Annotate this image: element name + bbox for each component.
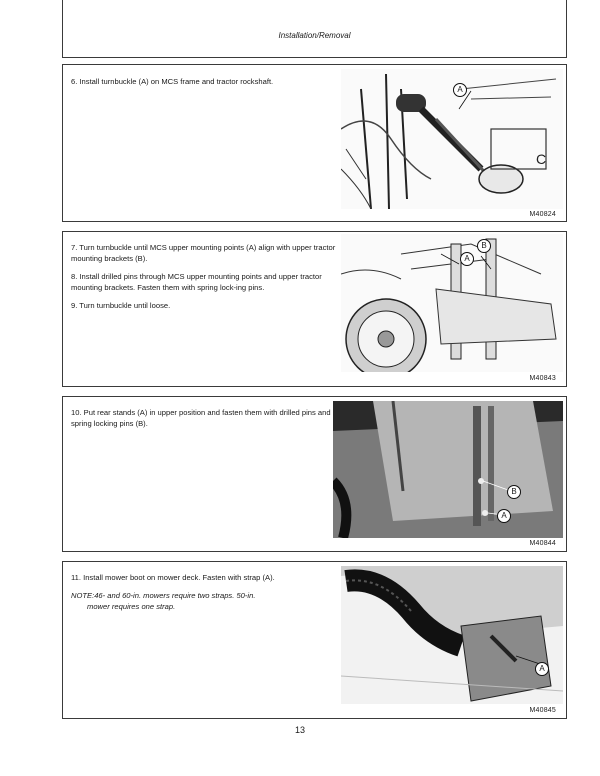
page-number: 13	[294, 725, 305, 735]
note-line-1: NOTE:46- and 60-in. mowers require two straps. 50-in.	[71, 591, 256, 600]
step-section-7-9	[62, 231, 567, 387]
callout-b: B	[507, 485, 521, 499]
note	[71, 590, 343, 612]
figure-id: M40845	[529, 707, 556, 714]
step-10: 10. Put rear stands (A) in upper position and fasten them with drilled pins and spring locking pins (B).	[71, 408, 331, 428]
callout-a: A	[453, 83, 467, 97]
note-line-2: mower requires one strap.	[87, 602, 176, 611]
step-text	[71, 242, 339, 318]
callout-b: B	[477, 239, 491, 253]
step-text	[71, 76, 341, 94]
step-11: 11. Install mower boot on mower deck. Fasten with strap (A).	[71, 573, 275, 582]
step-7: 7. Turn turnbuckle until MCS upper mounting points (A) align with upper tractor mounting brackets (B).	[71, 243, 336, 263]
figure-turnbuckle	[341, 69, 563, 209]
figure-id: M40824	[529, 211, 556, 218]
callout-a: A	[535, 662, 549, 676]
figure-rear-stands	[333, 401, 563, 538]
step-8: 8. Install drilled pins through MCS upper mounting points and upper tractor mounting brackets. Fasten them with spring lock-ing pins.	[71, 272, 322, 292]
figure-mounting-points	[341, 234, 563, 372]
page-header	[62, 0, 567, 58]
callout-a: A	[497, 509, 511, 523]
step-text	[71, 572, 343, 612]
svg-text:C: C	[536, 151, 547, 167]
step-9: 9. Turn turnbuckle until loose.	[71, 301, 171, 310]
callout-a: A	[460, 252, 474, 266]
header-title: Installation/Removal	[278, 31, 351, 40]
step-section-10	[62, 396, 567, 552]
figure-id: M40844	[529, 540, 556, 547]
step-6: 6. Install turnbuckle (A) on MCS frame and tractor rockshaft.	[71, 77, 274, 86]
step-section-6	[62, 64, 567, 222]
figure-mower-boot	[341, 566, 563, 704]
step-text	[71, 407, 339, 436]
step-section-11	[62, 561, 567, 719]
figure-id: M40843	[529, 375, 556, 382]
